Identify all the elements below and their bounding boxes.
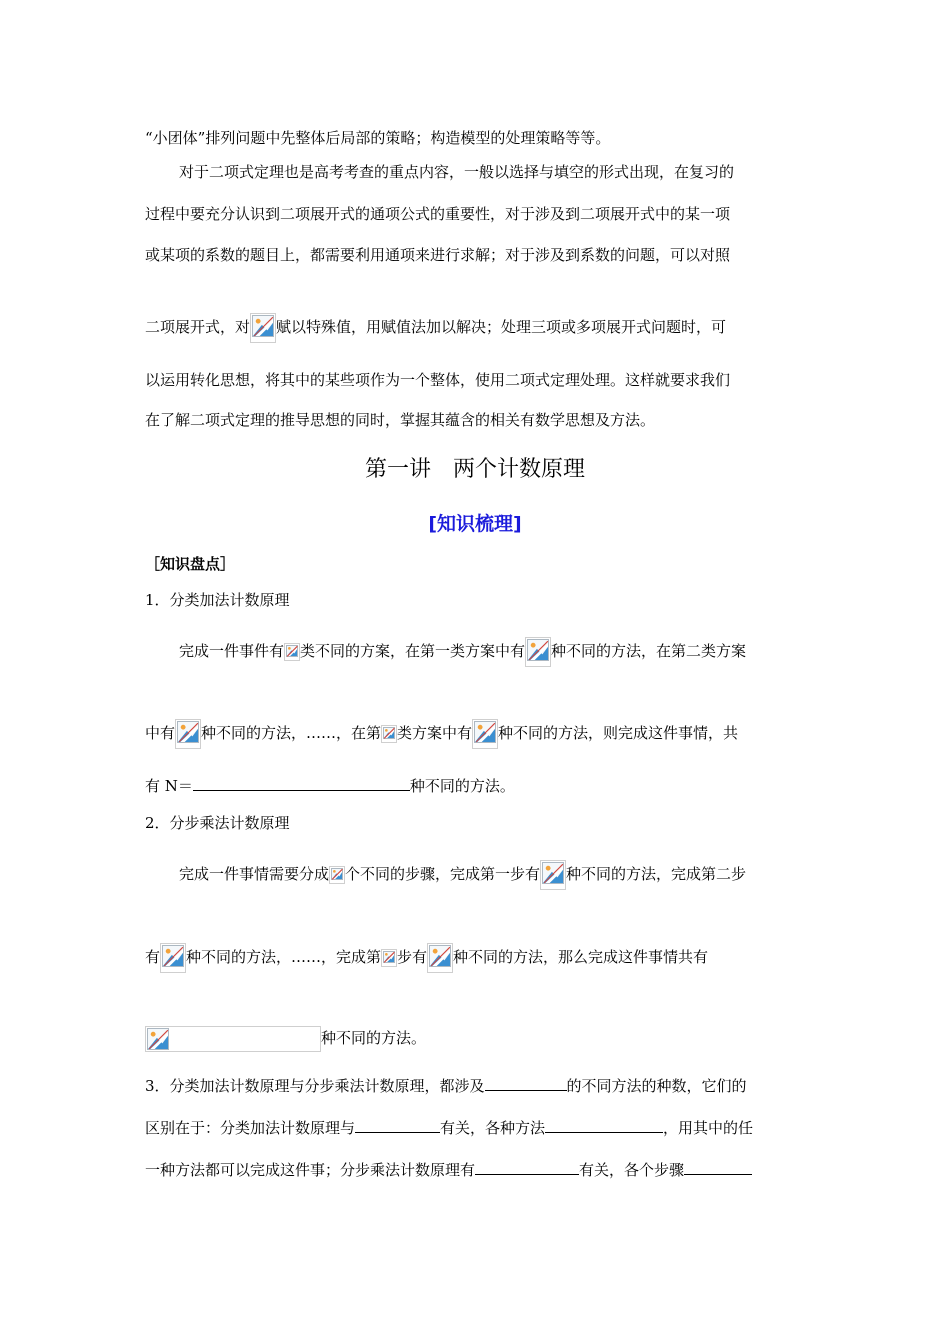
p1-line-b — [145, 719, 738, 749]
p2-line-b — [145, 943, 708, 973]
broken-image-icon — [329, 866, 345, 884]
intro-line-7: 在了解二项式定理的推导思想的同时，掌握其蕴含的相关有数学思想及方法。 — [145, 411, 656, 429]
p3-b2: 有关，各种方法 — [440, 1119, 546, 1137]
p3-a1: 3．分类加法计数原理与分步乘法计数原理，都涉及 — [145, 1077, 485, 1095]
intro-line-2: 对于二项式定理也是高考考查的重点内容，一般以选择与填空的形式出现，在复习的 — [179, 163, 735, 181]
fill-blank[interactable] — [684, 1158, 752, 1175]
broken-image-icon — [381, 725, 397, 743]
fill-blank[interactable] — [475, 1158, 579, 1175]
p3-b1: 区别在于：分类加法计数原理与 — [145, 1119, 356, 1137]
p1-heading: 1．分类加法计数原理 — [145, 591, 290, 609]
broken-image-icon — [175, 719, 201, 749]
fill-blank[interactable] — [193, 774, 410, 791]
p1-b1: 中有 — [145, 724, 176, 742]
broken-image-icon — [381, 949, 397, 967]
intro-line-3: 过程中要充分认识到二项展开式的通项公式的重要性，对于涉及到二项展开式中的某一项 — [145, 205, 731, 223]
p2-line-a — [179, 860, 746, 890]
lecture-title: 第一讲 两个计数原理 — [364, 457, 585, 482]
broken-image-icon — [284, 643, 300, 661]
p1-a1: 完成一件事件有 — [179, 642, 285, 660]
p2-line-c — [145, 1026, 426, 1052]
p3-line-b — [145, 1116, 753, 1139]
p1-c2: 种不同的方法。 — [409, 777, 515, 795]
p2-heading: 2．分步乘法计数原理 — [145, 814, 290, 832]
p1-b3: 类方案中有 — [397, 724, 473, 742]
intro-line-6: 以运用转化思想，将其中的某些项作为一个整体，使用二项式定理处理。这样就要求我们 — [145, 371, 731, 389]
broken-image-icon — [472, 719, 498, 749]
p2-b3: 步有 — [397, 948, 428, 966]
p3-c2: 有关，各个步骤 — [579, 1161, 685, 1179]
broken-image-icon — [160, 943, 186, 973]
p2-b1: 有 — [145, 948, 161, 966]
p1-c1: 有 N＝ — [145, 777, 193, 795]
p2-a1: 完成一件事情需要分成 — [179, 865, 330, 883]
intro-line-1: “小团体”排列问题中先整体后局部的策略；构造模型的处理策略等等。 — [145, 129, 611, 147]
p1-b2: 种不同的方法，……，在第 — [201, 724, 382, 742]
intro-line-5 — [145, 313, 726, 343]
intro-line-4: 或某项的系数的题目上，都需要利用通项来进行求解；对于涉及到系数的问题，可以对照 — [145, 246, 731, 264]
section-title: [知识梳理] — [428, 513, 522, 535]
p3-a2: 的不同方法的种数，它们的 — [566, 1077, 747, 1095]
fill-blank[interactable] — [485, 1074, 567, 1091]
p3-line-a — [145, 1074, 747, 1097]
intro-line-5-text-b: 赋以特殊值，用赋值法加以解决；处理三项或多项展开式问题时，可 — [276, 318, 727, 336]
p2-b2: 种不同的方法，……，完成第 — [186, 948, 382, 966]
p3-line-c — [145, 1158, 752, 1181]
broken-image-icon — [525, 637, 551, 667]
fill-blank[interactable] — [545, 1116, 663, 1133]
sub-heading: ［知识盘点］ — [145, 555, 236, 573]
p3-b3: ，用其中的任 — [663, 1119, 754, 1137]
broken-image-icon — [540, 860, 566, 890]
p2-a2: 个不同的步骤，完成第一步有 — [345, 865, 541, 883]
broken-image-icon — [250, 313, 276, 343]
p3-c1: 一种方法都可以完成这件事；分步乘法计数原理有 — [145, 1161, 476, 1179]
fill-blank[interactable] — [355, 1116, 440, 1133]
p1-a2: 类不同的方案，在第一类方案中有 — [300, 642, 526, 660]
broken-image-icon — [427, 943, 453, 973]
broken-image-icon — [145, 1026, 321, 1052]
p1-line-c — [145, 774, 515, 797]
p2-b4: 种不同的方法，那么完成这件事情共有 — [453, 948, 709, 966]
p2-a3: 种不同的方法，完成第二步 — [566, 865, 747, 883]
intro-line-5-text-a: 二项展开式，对 — [145, 318, 251, 336]
p1-line-a — [179, 637, 746, 667]
p2-c1: 种不同的方法。 — [321, 1029, 427, 1047]
p1-a3: 种不同的方法，在第二类方案 — [551, 642, 747, 660]
p1-b4: 种不同的方法，则完成这件事情，共 — [498, 724, 739, 742]
